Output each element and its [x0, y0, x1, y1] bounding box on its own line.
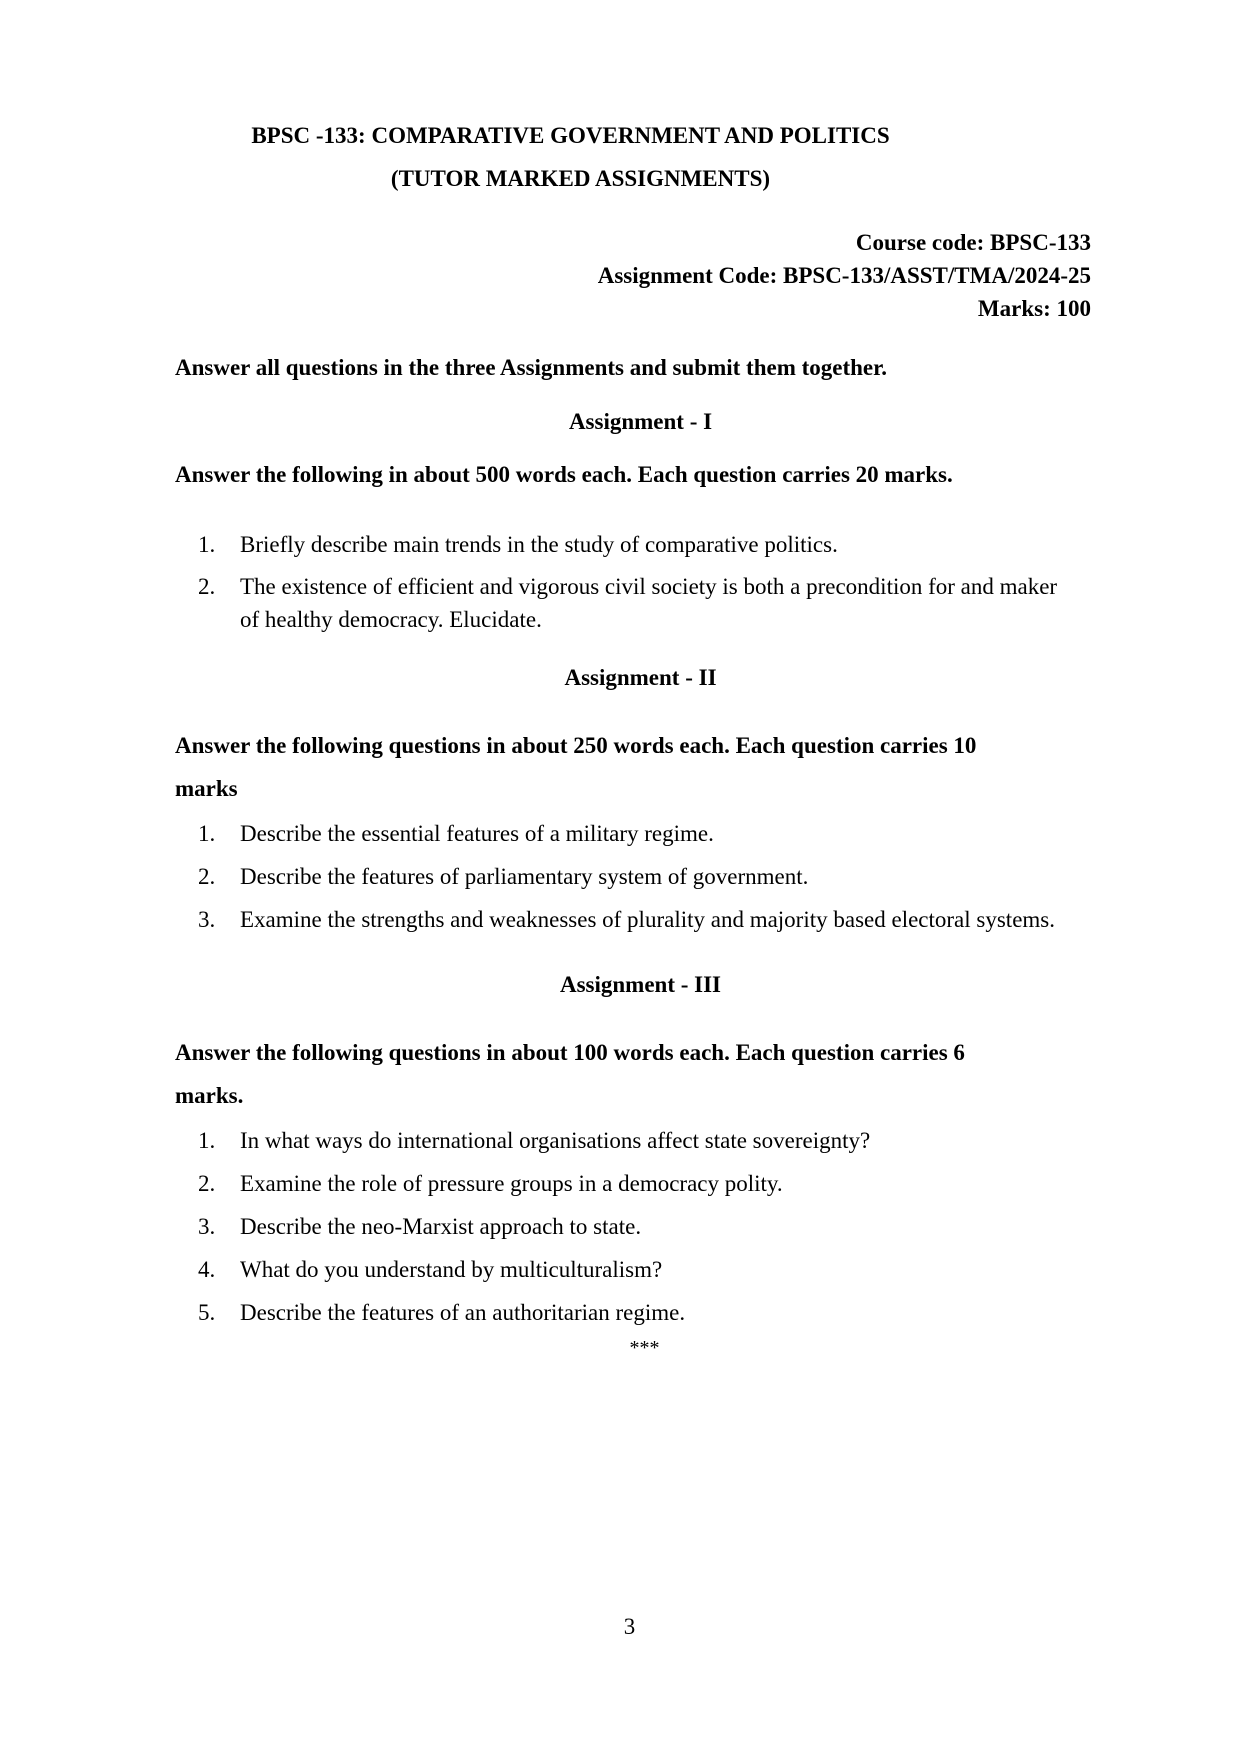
question-number: 1. — [198, 1128, 216, 1153]
question-number: 2. — [198, 1171, 216, 1196]
question-text: Examine the role of pressure groups in a democracy polity. — [240, 1171, 783, 1196]
course-code: Course code: BPSC-133 — [855, 230, 1091, 255]
question-text: What do you understand by multiculturalism? — [240, 1257, 663, 1282]
question-text: In what ways do international organisations affect state sovereignty? — [240, 1128, 871, 1153]
assignment-code: Assignment Code: BPSC-133/ASST/TMA/2024-25 — [597, 263, 1091, 288]
question-number: 3. — [198, 907, 216, 932]
question-number: 2. — [198, 574, 216, 599]
question-number: 4. — [198, 1257, 216, 1282]
question-text: Describe the features of an authoritarian regime. — [240, 1300, 686, 1325]
assignment-3-instruction-line-1: Answer the following questions in about 100 words each. Each question carries 6 — [175, 1040, 965, 1065]
question-text: Describe the essential features of a military regime. — [240, 821, 714, 846]
document-title: BPSC -133: COMPARATIVE GOVERNMENT AND POLITICS — [251, 123, 890, 148]
question-text: The existence of efficient and vigorous civil society is both a precondition for and maker of healthy democracy. Elucidate. — [240, 574, 1058, 632]
total-marks: Marks: 100 — [977, 296, 1091, 321]
assignment-3-heading: Assignment - III — [559, 972, 722, 997]
general-instruction: Answer all questions in the three Assignments and submit them together. — [175, 355, 887, 380]
question-text: Examine the strengths and weaknesses of plurality and majority based electoral systems. — [240, 907, 1055, 932]
document-subtitle: (TUTOR MARKED ASSIGNMENTS) — [390, 166, 771, 191]
assignment-2-instruction-line-1: Answer the following questions in about 250 words each. Each question carries 10 — [175, 733, 977, 758]
question-text: Briefly describe main trends in the study of comparative politics. — [240, 532, 838, 557]
question-number: 2. — [198, 864, 216, 889]
assignment-2-instruction-line-2: marks — [175, 776, 238, 801]
question-number: 3. — [198, 1214, 216, 1239]
page-number: 3 — [623, 1614, 636, 1639]
question-number: 5. — [198, 1300, 216, 1325]
end-marker: *** — [629, 1337, 660, 1359]
assignment-1-instruction: Answer the following in about 500 words each. Each question carries 20 marks. — [175, 462, 953, 487]
assignment-2-heading: Assignment - II — [564, 665, 717, 690]
question-text: Describe the neo-Marxist approach to state. — [240, 1214, 642, 1239]
question-number: 1. — [198, 821, 216, 846]
question-text: Describe the features of parliamentary system of government. — [240, 864, 809, 889]
assignment-1-heading: Assignment - I — [568, 409, 713, 434]
assignment-3-instruction-line-2: marks. — [175, 1083, 244, 1108]
question-number: 1. — [198, 532, 216, 557]
